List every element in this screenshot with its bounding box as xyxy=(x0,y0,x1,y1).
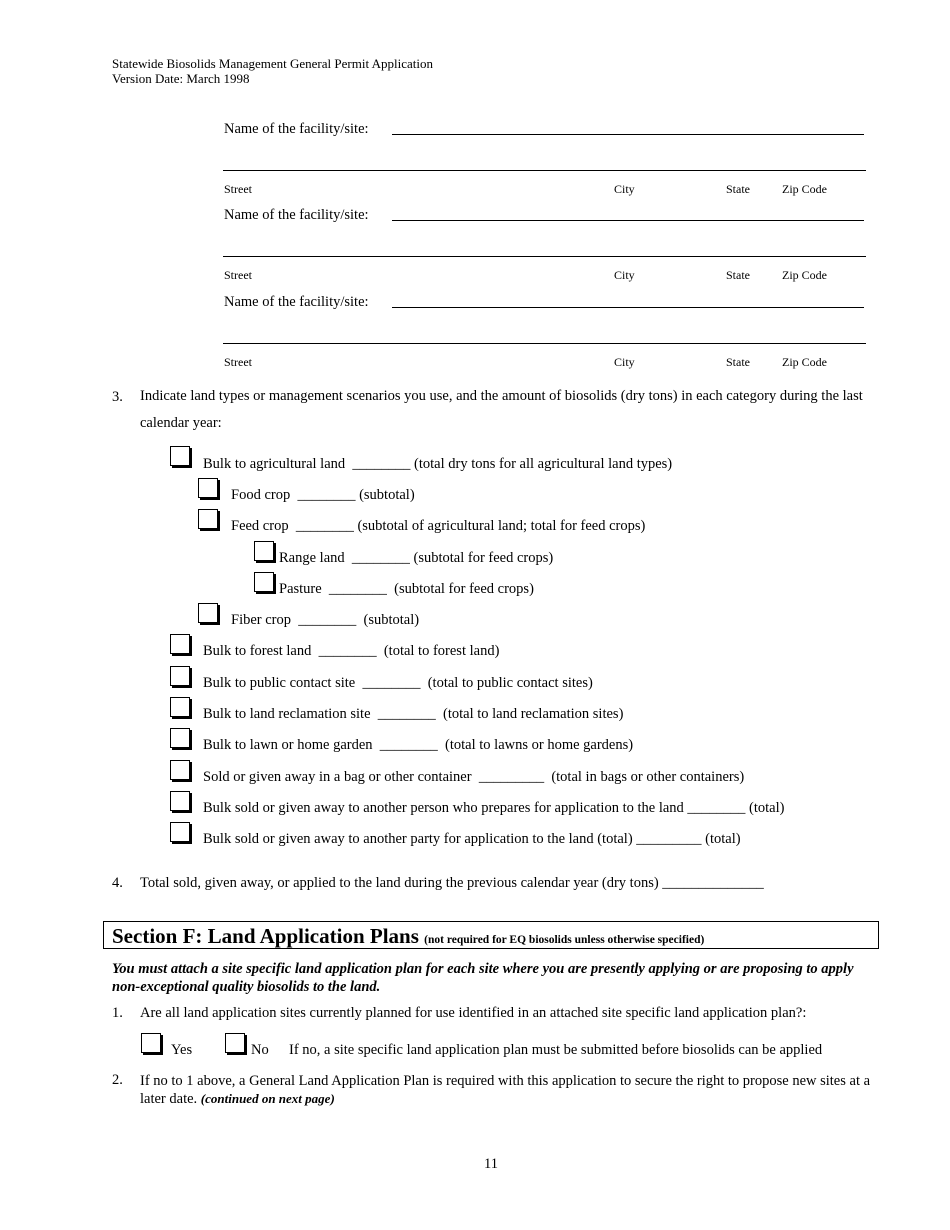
document-header xyxy=(112,56,433,86)
zip-code-label: Zip Code xyxy=(782,268,827,282)
section-f-instruction: You must attach a site specific land application plan for each site where you are presently applying or are proposing to apply non-exceptional quality biosolids to the land. xyxy=(112,961,854,995)
checkbox-food-crop[interactable] xyxy=(198,478,218,498)
facility-name-label: Name of the facility/site: xyxy=(224,294,369,310)
item-bulk-sold-to-preparer: Bulk sold or given away to another person who prepares for application to the land ________ (total) xyxy=(203,800,785,816)
question-number: 4. xyxy=(112,875,123,891)
question-number: 3. xyxy=(112,389,123,405)
item-feed-crop: Feed crop ________ (subtotal of agricultural land; total for feed crops) xyxy=(231,518,646,534)
facility-address-field[interactable] xyxy=(223,343,866,344)
header-title: Statewide Biosolids Management General Permit Application xyxy=(112,56,433,71)
question-3-text: Indicate land types or management scenarios you use, and the amount of biosolids (dry tons) in each category during the last calendar year: xyxy=(140,388,863,431)
header-version-date: Version Date: March 1998 xyxy=(112,71,250,86)
checkbox-bulk-sold-to-party[interactable] xyxy=(170,822,190,842)
page-number: 11 xyxy=(484,1156,498,1172)
section-title-text: Section F: Land Application Plans xyxy=(112,924,419,948)
facility-name-label: Name of the facility/site: xyxy=(224,121,369,137)
no-instruction-note: If no, a site specific land application plan must be submitted before biosolids can be applied xyxy=(289,1042,823,1058)
zip-code-label: Zip Code xyxy=(782,355,827,369)
section-f-title xyxy=(112,924,704,949)
checkbox-bulk-forest-land[interactable] xyxy=(170,634,190,654)
item-bulk-public-contact-site: Bulk to public contact site ________ (total to public contact sites) xyxy=(203,675,593,691)
yes-label: Yes xyxy=(171,1042,193,1058)
city-label: City xyxy=(614,355,635,369)
continued-note: (continued on next page) xyxy=(200,1091,335,1106)
checkbox-bulk-agricultural-land[interactable] xyxy=(170,446,190,466)
item-bulk-sold-to-party: Bulk sold or given away to another party for application to the land (total) _________ (total) xyxy=(203,831,741,847)
facility-name-field[interactable] xyxy=(392,307,864,308)
street-label: Street xyxy=(224,182,252,196)
item-sold-in-bag: Sold or given away in a bag or other container _________ (total in bags or other containers) xyxy=(203,769,745,785)
state-label: State xyxy=(726,268,750,282)
facility-name-field[interactable] xyxy=(392,220,864,221)
street-label: Street xyxy=(224,355,252,369)
street-label: Street xyxy=(224,268,252,282)
question-number: 2. xyxy=(112,1072,123,1088)
facility-address-field[interactable] xyxy=(223,256,866,257)
question-number: 1. xyxy=(112,1005,123,1021)
checkbox-fiber-crop[interactable] xyxy=(198,603,218,623)
zip-code-label: Zip Code xyxy=(782,182,827,196)
item-bulk-land-reclamation: Bulk to land reclamation site ________ (total to land reclamation sites) xyxy=(203,706,624,722)
checkbox-no[interactable] xyxy=(225,1033,245,1053)
section-subtitle: (not required for EQ biosolids unless otherwise specified) xyxy=(424,934,705,946)
checkbox-bulk-public-contact-site[interactable] xyxy=(170,666,190,686)
no-label: No xyxy=(251,1042,269,1058)
city-label: City xyxy=(614,182,635,196)
item-pasture: Pasture ________ (subtotal for feed crops) xyxy=(279,581,534,597)
checkbox-yes[interactable] xyxy=(141,1033,161,1053)
facility-name-field[interactable] xyxy=(392,134,864,135)
checkbox-feed-crop[interactable] xyxy=(198,509,218,529)
checkbox-pasture[interactable] xyxy=(254,572,274,592)
checkbox-bulk-land-reclamation[interactable] xyxy=(170,697,190,717)
item-range-land: Range land ________ (subtotal for feed crops) xyxy=(279,550,554,566)
checkbox-bulk-lawn-home-garden[interactable] xyxy=(170,728,190,748)
item-bulk-lawn-home-garden: Bulk to lawn or home garden ________ (total to lawns or home gardens) xyxy=(203,737,634,753)
section-f-question-2-text: If no to 1 above, a General Land Application Plan is required with this application to secure the right to propose new sites at a later date. xyxy=(140,1073,871,1107)
city-label: City xyxy=(614,268,635,282)
question-4-text: Total sold, given away, or applied to the land during the previous calendar year (dry tons) ______________ xyxy=(140,875,764,891)
state-label: State xyxy=(726,182,750,196)
item-fiber-crop: Fiber crop ________ (subtotal) xyxy=(231,612,420,628)
item-bulk-agricultural-land: Bulk to agricultural land ________ (total dry tons for all agricultural land types) xyxy=(203,456,673,472)
checkbox-bulk-sold-to-preparer[interactable] xyxy=(170,791,190,811)
checkbox-sold-in-bag[interactable] xyxy=(170,760,190,780)
section-f-question-2 xyxy=(140,1072,875,1108)
checkbox-range-land[interactable] xyxy=(254,541,274,561)
item-food-crop: Food crop ________ (subtotal) xyxy=(231,487,415,503)
item-bulk-forest-land: Bulk to forest land ________ (total to forest land) xyxy=(203,643,500,659)
state-label: State xyxy=(726,355,750,369)
facility-address-field[interactable] xyxy=(223,170,866,171)
section-f-question-1-text: Are all land application sites currently planned for use identified in an attached site specific land application plan?: xyxy=(140,1005,807,1021)
facility-name-label: Name of the facility/site: xyxy=(224,207,369,223)
